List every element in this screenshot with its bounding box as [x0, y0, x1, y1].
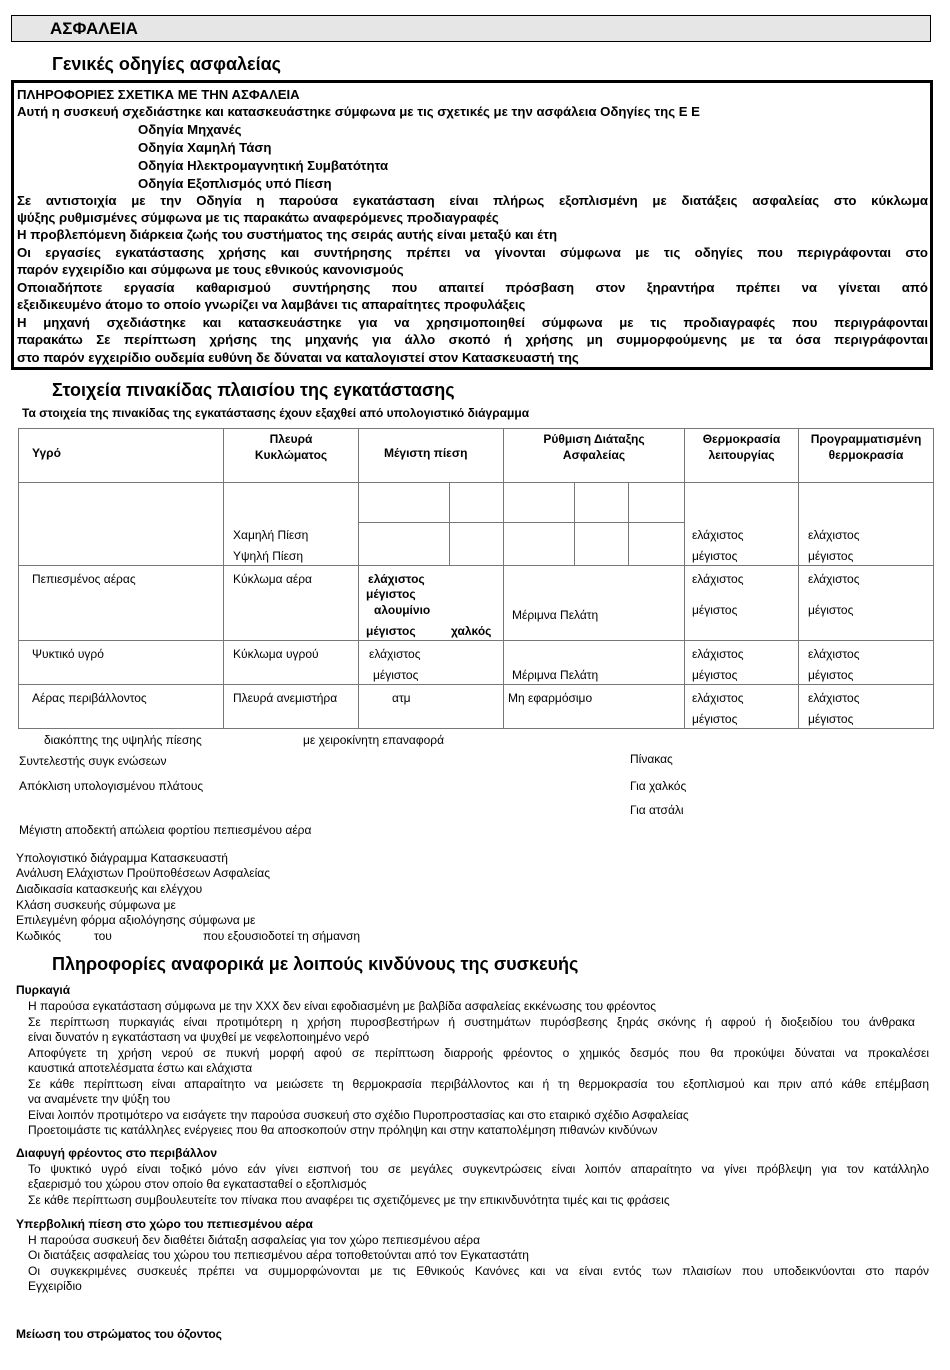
header-circuit-side: Πλευρά Κυκλώματος [224, 429, 359, 483]
info-line: Αυτή η συσκευή σχεδιάστηκε και κατασκευάστηκε σύμφωνα με τις σχετικές με την ασφάλεια Οδηγίες της Ε Ε [17, 104, 700, 119]
fire-text: Προετοιμάστε τις κατάλληλες ενέργειες που θα αποσκοπούν στην πρόληψη και στην καταπολέμηση πιθανών κινδύνων [28, 1123, 658, 1137]
cell-empty [359, 483, 450, 523]
cell-prog-range: ελάχιστος μέγιστος [799, 483, 934, 566]
table-row: Ψυκτικό υγρό Κύκλωμα υγρού ελάχιστος μέγιστος Μέριμνα Πελάτη ελάχιστος μέγιστος ελάχιστος μέγιστος [19, 641, 934, 685]
cell-empty [359, 523, 450, 566]
info-line: εξειδικευμένο άτομο το οποίο γνωρίζει να λαμβάνει τις απαραίτητες προφυλάξεις [17, 297, 526, 312]
cell-empty [450, 523, 504, 566]
fluid-coolant: Ψυκτικό υγρό [32, 647, 104, 661]
safety-info-box [11, 80, 933, 370]
section-header-bar [11, 15, 931, 42]
info-line: Η μηχανή σχεδιάστηκε και κατασκευάστηκε για να χρησιμοποιηθεί σύμφωνα με τις προδιαγραφές που περιγράφονται [17, 315, 928, 330]
hp-switch-label: διακόπτης της υψηλής πίεσης [44, 733, 202, 747]
info-line: παρόν εγχειρίδιο και σύμφωνα με τους εθνικούς κανονισμούς [17, 262, 404, 277]
table-ref-label: Πίνακας [630, 752, 673, 766]
table-row: Αέρας περιβάλλοντος Πλευρά ανεμιστήρα ατμ Μη εφαρμόσιμο ελάχιστος μέγιστος ελάχιστος μέγιστος [19, 685, 934, 729]
table-row: Πεπιεσμένος αέρας Κύκλωμα αέρα ελάχιστος μέγιστος αλουμίνιο μέγιστος χαλκός Μέριμνα Πελάτη ελάχιστος μέγιστος ελάχιστος μέγιστος [19, 566, 934, 641]
cell-empty [504, 523, 575, 566]
leak-text: Το ψυκτικό υγρό είναι τοξικό μόνο εάν γίνει εισπνοή του σε μεγάλες συγκεντρώσεις είναι λοιπόν απαραίτητο να γίνει πρόβλεψη για τον κατάλληλο [28, 1162, 929, 1176]
low-pressure-label: Χαμηλή Πίεση [233, 528, 309, 542]
customer-care: Μέριμνα Πελάτη [512, 668, 599, 682]
atm-unit: ατμ [392, 691, 411, 705]
code-authorizes-label: που εξουσιοδοτεί τη σήμανση [203, 929, 361, 943]
joint-coefficient-label: Συντελεστής συγκ ενώσεων [19, 754, 167, 768]
not-applicable: Μη εφαρμόσιμο [508, 691, 593, 705]
cell-empty [575, 523, 629, 566]
leak-heading: Διαφυγή φρέοντος στο περιβάλλον [16, 1146, 218, 1160]
copper-label: χαλκός [451, 624, 492, 638]
fire-text: είναι δυνατόν η εγκατάσταση να ψυχθεί με νεφελοποιημένο νερό [28, 1030, 370, 1044]
directive-low-voltage: Οδηγία Χαμηλή Τάση [138, 140, 272, 155]
customer-care: Μέριμνα Πελάτη [512, 608, 599, 622]
pressure-heading: Υπερβολική πίεση στο χώρο του πεπιεσμένου αέρα [16, 1217, 313, 1231]
fire-text: Η παρούσα εγκατάσταση σύμφωνα με την XXX δεν είναι εφοδιασμένη με βαλβίδα ασφαλείας εκκένωσης του φρέοντος [28, 999, 656, 1013]
info-line: παρακάτω Σε περίπτωση χρήσης της μηχανής για άλλο σκοπό ή χρήσης μη συμμορφούμενης με τα όσα περιγράφονται [17, 332, 928, 347]
fan-side: Πλευρά ανεμιστήρα [233, 691, 338, 705]
section-title-nameplate: Στοιχεία πινακίδας πλαισίου της εγκατάστασης [52, 380, 455, 400]
fire-text: να αναμένετε την ψύξη του [28, 1092, 171, 1106]
directive-pressure: Οδηγία Εξοπλισμός υπό Πίεση [138, 176, 332, 191]
cell-pressure-sides [224, 483, 359, 566]
header-max-pressure: Μέγιστη πίεση [359, 429, 504, 483]
code-label: Κωδικός [16, 929, 61, 943]
pressure-text: Εγχειρίδιο [28, 1279, 82, 1293]
header-operating-temp: Θερμοκρασία λειτουργίας [685, 429, 799, 483]
info-heading: ΠΛΗΡΟΦΟΡΙΕΣ ΣΧΕΤΙΚΑ ΜΕ ΤΗΝ ΑΣΦΑΛΕΙΑ [17, 87, 300, 102]
fire-text: Είναι λοιπόν προτιμότερο να εισάγετε την παρούσα συσκευή στο σχέδιο Πυροπροστασίας και στο εταιρικό σχέδιο Ασφαλείας [28, 1108, 689, 1122]
header-fluid: Υγρό [19, 429, 224, 483]
assessment-form-label: Επιλεγμένη φόρμα αξιολόγησης σύμφωνα με [16, 913, 256, 927]
directive-machinery: Οδηγία Μηχανές [138, 122, 242, 137]
info-line: Οι εργασίες εγκατάστασης χρήσης και συντήρησης πρέπει να γίνονται σύμφωνα με τις οδηγίες που περιγράφονται στο [17, 245, 928, 260]
info-line: Η προβλεπόμενη διάρκεια ζωής του συστήματος της σειράς αυτής είναι μεταξύ και έτη [17, 227, 558, 242]
code-of-label: του [94, 929, 112, 943]
max-load-loss-label: Μέγιστη αποδεκτή απώλεια φορτίου πεπιεσμένου αέρα [19, 823, 312, 837]
high-pressure-label: Υψηλή Πίεση [233, 549, 304, 563]
fluid-compressed-air: Πεπιεσμένος αέρας [32, 572, 136, 586]
header-safety-setting: Ρύθμιση Διάταξης Ασφαλείας [504, 429, 685, 483]
fire-heading: Πυρκαγιά [16, 983, 71, 997]
leak-text: εξαερισμό του χώρου στον οποίο θα εγκατασταθεί ο εξοπλισμός [28, 1177, 367, 1191]
section-subtitle: Τα στοιχεία της πινακίδας της εγκατάστασης έχουν εξαχθεί από υπολογιστικό διάγραμμα [22, 406, 530, 420]
cell-empty [629, 523, 685, 566]
nameplate-table [18, 428, 934, 729]
cell-empty [575, 483, 629, 523]
cell-empty [450, 483, 504, 523]
header-title: ΑΣΦΑΛΕΙΑ [50, 19, 138, 38]
width-deviation-label: Απόκλιση υπολογισμένου πλάτους [19, 779, 204, 793]
info-line: ψύξης ρυθμισμένες σύμφωνα με τις παρακάτω αναφερόμενες προδιαγραφές [17, 210, 499, 225]
info-line: Σε αντιστοιχία με την Οδηγία η παρούσα εγκατάσταση είναι πλήρως εξοπλισμένη με διατάξεις ασφαλείας στο κύκλωμα [17, 193, 928, 208]
cell-empty [19, 483, 224, 566]
cell-temp-range: ελάχιστος μέγιστος [685, 483, 799, 566]
fire-text: Αποφύγετε τη χρήση νερού σε πυκνή μορφή αφού σε περίπτωση διαρροής φρέοντος ο χημικός δεσμός που θα προκύψει δύναται να προκαλέσει [28, 1046, 929, 1060]
ozone-heading: Μείωση του στρώματος του όζοντος [16, 1327, 222, 1341]
cell-empty [504, 483, 575, 523]
device-class-label: Κλάση συσκευής σύμφωνα με [16, 898, 176, 912]
fire-text: Σε κάθε περίπτωση είναι απαραίτητο να μειώσετε τη θερμοκρασία περιβάλλοντος και ή τη θερμοκρασία του εξοπλισμού και πριν από κάθε επέμβαση [28, 1077, 929, 1091]
safety-analysis-label: Ανάλυση Ελάχιστων Προϋποθέσεων Ασφαλείας [16, 866, 271, 880]
section-title-risks: Πληροφορίες αναφορικά με λοιπούς κινδύνους της συσκευής [52, 954, 579, 974]
info-line: Οποιαδήποτε εργασία καθαρισμού συντήρησης που απαιτεί πρόσβαση στον ξηραντήρα πρέπει να γίνεται από [17, 280, 928, 295]
for-copper-label: Για χαλκός [630, 779, 687, 793]
section-title-general: Γενικές οδηγίες ασφαλείας [52, 54, 282, 74]
manual-reset-label: με χειροκίνητη επαναφορά [303, 733, 445, 747]
pressure-text: Οι διατάξεις ασφαλείας του χώρου του πεπιεσμένου αέρα τοποθετούνται από τον Εγκαταστάτη [28, 1248, 529, 1262]
fire-text: καυστικά αποτελέσματα έστω και ελάχιστα [28, 1061, 253, 1075]
manufacturing-process-label: Διαδικασία κατασκευής και ελέγχου [16, 882, 203, 896]
aluminium-label: αλουμίνιο [374, 603, 431, 617]
leak-text: Σε κάθε περίπτωση συμβουλευτείτε τον πίνακα που αναφέρει τις σχετιζόμενες με την επικινδυνότητα τιμές και τις φράσεις [28, 1193, 670, 1207]
header-programmed-temp: Προγραμματισμένη θερμοκρασία [799, 429, 934, 483]
fire-text: Σε περίπτωση πυρκαγιάς είναι προτιμότερη η χρήση πυροσβεστήρων ή συστημάτων πυρόσβεσης ξηράς σκόνης ή αφρού ή διοξειδίου του άνθρακα [28, 1015, 915, 1029]
cell-empty [629, 483, 685, 523]
pressure-text: Η παρούσα συσκευή δεν διαθέτει διάταξη ασφαλείας για τον χώρο πεπιεσμένου αέρα [28, 1233, 481, 1247]
pressure-text: Οι συγκεκριμένες συσκευές πρέπει να συμμορφώνονται με τις Εθνικούς Κανόνες και να είναι εντός των πλαισίων που υποδεικνύονται στο παρόν [28, 1264, 929, 1278]
coolant-circuit: Κύκλωμα υγρού [233, 647, 319, 661]
calc-diagram-label: Υπολογιστικό διάγραμμα Κατασκευαστή [16, 851, 228, 865]
air-circuit: Κύκλωμα αέρα [233, 572, 312, 586]
fluid-ambient-air: Αέρας περιβάλλοντος [32, 691, 147, 705]
info-line: στο παρόν εγχειρίδιο ουδεμία ευθύνη δε δύναται να καταλογιστεί στον Κατασκευαστή της [17, 350, 579, 365]
directive-emc: Οδηγία Ηλεκτρομαγνητική Συμβατότητα [138, 158, 389, 173]
for-steel-label: Για ατσάλι [630, 803, 684, 817]
